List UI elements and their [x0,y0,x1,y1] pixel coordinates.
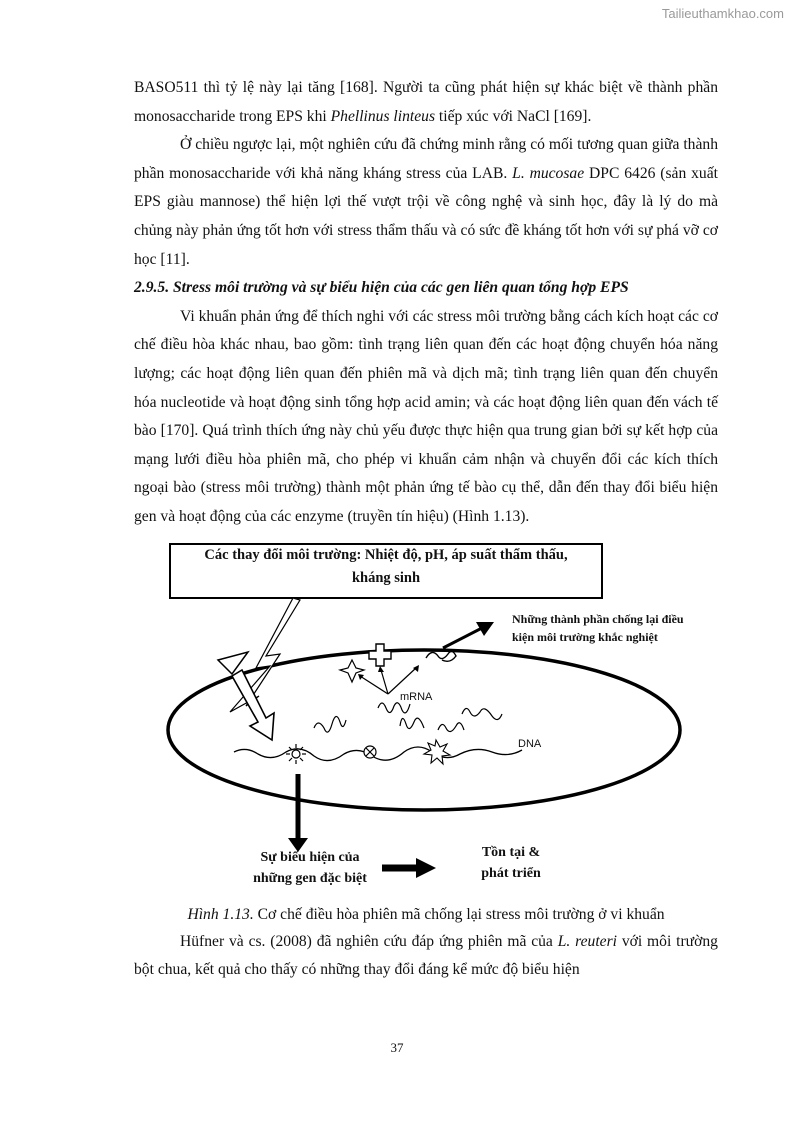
gene-expression-line-1: Sự biểu hiện của [260,849,360,865]
resistance-label [512,610,684,646]
resistance-arrow-line [443,628,482,648]
para2-text-a: Ở chiều ngược lại, một nghiên cứu đã chứng minh rằng có mối tương quan giữa thành phần monosaccharide với khả năng kháng stress của LAB. [134,136,718,182]
watermark: Tailieuthamkhao.com [661,6,784,21]
dna-sun-marker-icon [286,744,306,764]
cross-icon [369,644,391,666]
gene-expression-label [240,847,380,889]
environment-box-label [170,544,602,598]
caption-text: Cơ chế điều hòa phiên mã chống lại stress môi trường ở vi khuẩn [253,905,665,923]
protein-squiggle-icon [426,651,456,661]
mrna-label: mRNA [400,690,433,703]
survival-line-1: Tồn tại & [481,844,541,860]
caption-label: Hình 1.13. [187,905,254,923]
environment-line-2: kháng sinh [351,569,421,586]
paragraph-2 [134,131,718,274]
survival-label [456,842,566,884]
para1-text-b: tiếp xúc với NaCl [169]. [435,107,592,125]
para2-species: L. mucosae [512,164,585,182]
survival-arrow-head [416,858,436,878]
para4-text-a: Hüfner và cs. (2008) đã nghiên cứu đáp ứng phiên mã của [180,932,558,950]
section-heading: 2.9.5. Stress môi trường và sự biểu hiện của các gen liên quan tổng hợp EPS [134,279,629,297]
resistance-line-2: kiện môi trường khắc nghiệt [512,629,658,644]
environment-line-1: Các thay đổi môi trường: Nhiệt độ, pH, áp suất thẩm thấu, [204,546,568,563]
dna-label: DNA [518,737,542,750]
survival-line-2: phát triển [481,865,541,881]
para4-text-b: với môi trường bột chua, kết quả cho thấy có những thay đổi đáng kể mức độ biểu hiện [134,932,718,979]
resistance-line-1: Những thành phần chống lại điều [512,611,684,626]
paragraph-4 [134,928,718,985]
figure-caption [134,902,718,928]
paragraph-1 [134,74,718,131]
para1-text-a: BASO511 thì tỷ lệ này lại tăng [168]. Người ta cũng phát hiện sự khác biệt về thành phần monosaccharide trong EPS khi [134,79,718,125]
figure-1-13 [138,542,732,902]
para2-text-b: DPC 6426 (sản xuất EPS giàu mannose) thể hiện lợi thế vượt trội về công nghệ và sinh học, đây là lý do mà chủng này phản ứng tốt hơn với stress thẩm thấu và có sức đề kháng tốt hơn với sự phá vỡ cơ học [11]. [134,164,718,268]
page-number: 37 [390,1040,404,1055]
gene-expression-line-2: những gen đặc biệt [253,870,367,886]
para4-species: L. reuteri [557,932,617,950]
dna-circle-marker-icon [364,746,376,758]
dna-strand [234,747,522,761]
paragraph-3: Vi khuẩn phản ứng để thích nghi với các stress môi trường bằng cách kích hoạt các cơ chế điều hòa khác nhau, bao gồm: tình trạng liên quan đến các hoạt động chuyển hóa năng lượng; các hoạt động liên quan đến phiên mã và dịch mã; tình trạng liên quan đến chuyển hóa nucleotide và hoạt động sinh tổng hợp acid amin; và các hoạt động liên quan đến vách tế bào [170]. Quá trình thích ứng này chủ yếu được thực hiện qua trung gian bởi sự kết hợp của mạng lưới điều hòa phiên mã, cho phép vi khuẩn cảm nhận và chuyển đổi các kích thích ngoại bào (stress môi trường) thành một phản ứng tế bào cụ thể, dẫn đến thay đổi biểu hiện gen và hoạt động của các enzyme (truyền tín hiệu) (Hình 1.13). [134,307,718,525]
page-content [134,74,718,985]
bolt-tip-icon [218,652,248,674]
para1-species: Phellinus linteus [330,107,436,125]
dna-burst-marker-icon [424,740,450,764]
